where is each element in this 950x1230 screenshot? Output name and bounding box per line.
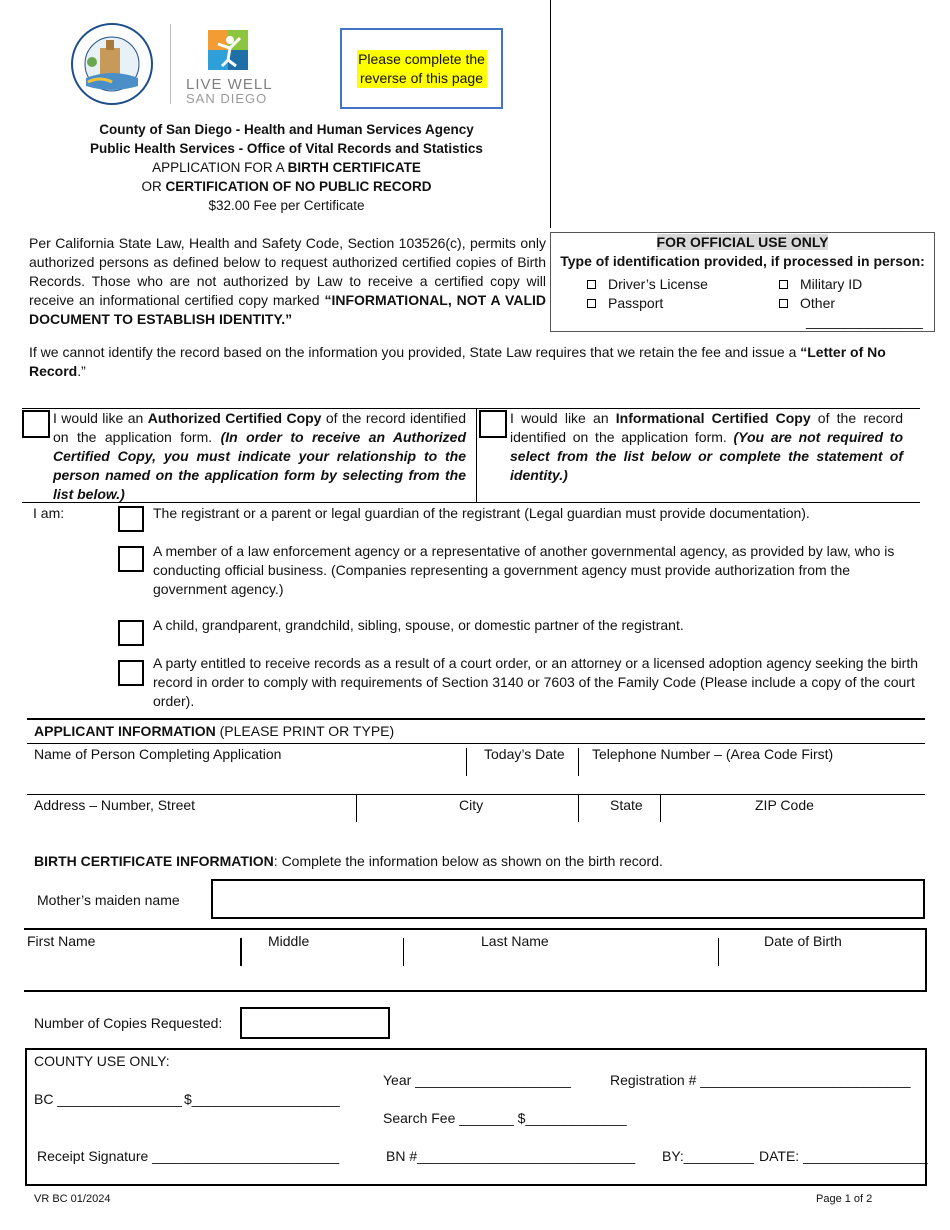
checkbox-icon [779,299,788,308]
field-divider [403,938,404,966]
copies-requested-input[interactable] [240,1007,390,1039]
telephone-input[interactable] [582,764,922,778]
checkbox-icon [779,280,788,289]
mothers-maiden-label: Mother’s maiden name [37,892,180,908]
county-use-title: COUNTY USE ONLY: [34,1053,170,1069]
official-use-box [550,232,935,332]
header-line-3: APPLICATION FOR A BIRTH CERTIFICATE [152,160,421,175]
address-top-border [27,794,925,795]
applicant-top-border [27,718,925,720]
id-option-passport[interactable]: Passport [587,295,663,311]
middle-name-input[interactable] [246,954,398,986]
applicant-title: APPLICANT INFORMATION (PLEASE PRINT OR TYPE) [34,723,395,739]
applicant-name-input[interactable] [30,764,460,778]
county-by-field: BY:_________ [662,1148,754,1164]
state-input[interactable] [582,814,656,826]
id-option-drivers-license[interactable]: Driver’s License [587,276,708,292]
logo-divider [170,24,171,104]
telephone-label: Telephone Number – (Area Code First) [592,746,834,762]
live-well-logo [186,30,286,105]
dob-label: Date of Birth [764,933,842,949]
last-name-input[interactable] [408,954,713,986]
i-am-relative-checkbox[interactable] [118,620,144,646]
i-am-label: I am: [33,505,65,521]
authorized-copy-checkbox[interactable] [22,410,50,438]
no-record-paragraph: If we cannot identify the record based on the information you provided, State Law requires that we retain the fee and issue a “Letter of No Record.” [29,344,886,379]
i-am-relative-text: A child, grandparent, grandchild, sibling, spouse, or domestic partner of the registrant. [153,617,684,633]
county-dollar-field: $___________________ [184,1091,340,1107]
todays-date-input[interactable] [470,764,574,778]
i-am-law-enforcement-checkbox[interactable] [118,546,144,572]
birth-info-title: BIRTH CERTIFICATE INFORMATION: Complete the information below as shown on the birth record. [34,853,663,869]
address-input[interactable] [30,814,352,826]
zip-label: ZIP Code [755,797,814,813]
header-line-2: Public Health Services - Office of Vital Records and Statistics [90,141,483,156]
applicant-name-label: Name of Person Completing Application [34,746,282,762]
i-am-registrant-text: The registrant or a parent or legal guardian of the registrant (Legal guardian must provide documentation). [153,505,810,521]
city-label: City [459,797,484,813]
field-divider [240,938,242,966]
field-divider [718,938,719,966]
city-input[interactable] [360,814,574,826]
county-date-field: DATE: ________________ [759,1148,928,1164]
form-id: VR BC 01/2024 [34,1193,111,1205]
county-bn-field: BN #____________________________ [386,1148,636,1164]
reverse-notice-box [340,28,503,109]
i-am-court-order-checkbox[interactable] [118,660,144,686]
reverse-notice-text: Please complete the reverse of this page [358,50,485,86]
county-receipt-signature-field: Receipt Signature ________________________ [37,1148,340,1164]
informational-copy-checkbox[interactable] [479,410,507,438]
field-divider [356,794,357,822]
copies-requested-label: Number of Copies Requested: [34,1015,223,1031]
authorized-copy-text: I would like an Authorized Certified Copy of the record identified on the application form. (In order to receive an Authorized Certified Copy, you must indicate your relationship to the person named on the application form by selecting from the list below.) [53,410,467,502]
header-line-4: OR CERTIFICATION OF NO PUBLIC RECORD [141,179,432,194]
checkbox-icon [587,299,596,308]
id-option-other[interactable]: Other [779,295,835,311]
field-divider [466,748,467,776]
county-year-field: Year ____________________ [383,1072,571,1088]
mothers-maiden-input[interactable] [211,879,925,919]
applicant-title-underline [27,743,925,744]
header-fee: $32.00 Fee per Certificate [208,198,365,213]
field-divider [660,794,661,822]
id-other-line: _______________ [806,313,923,329]
last-name-label: Last Name [481,933,549,949]
form-header [0,120,573,215]
i-am-court-order-text: A party entitled to receive records as a result of a court order, or an attorney or a licensed adoption agency seeking the birth record in order to comply with requirements of Section 3140 or 7603 of the Family Code (Please include a copy of the court order). [153,655,918,709]
county-search-fee-field: Search Fee _______ $_____________ [383,1110,627,1126]
field-divider [578,748,579,776]
middle-name-label: Middle [268,933,310,949]
county-seal-logo [70,22,154,106]
san-diego-text: SAN DIEGO [186,91,268,106]
page-number: Page 1 of 2 [816,1193,873,1205]
field-divider [578,794,579,822]
id-option-military[interactable]: Military ID [779,276,862,292]
state-label: State [610,797,643,813]
todays-date-label: Today’s Date [484,746,565,762]
county-registration-field: Registration # ___________________________ [610,1072,911,1088]
checkbox-icon [587,280,596,289]
copy-type-divider [476,408,477,502]
dob-input[interactable] [724,954,922,986]
first-name-input[interactable] [26,954,236,986]
first-name-label: First Name [27,933,96,949]
zip-input[interactable] [664,814,922,826]
law-paragraph: Per California State Law, Health and Safety Code, Section 103526(c), permits only authorized persons as defined below to request authorized certified copies of Birth Records. Those who are not authorized by Law to receive a certified copy will receive an informational certified copy marked “INFORMATIONAL, NOT A VALID DOCUMENT TO ESTABLISH IDENTITY.” [29,235,546,327]
header-line-1: County of San Diego - Health and Human Services Agency [99,122,474,137]
county-bc-field: BC ________________ [34,1091,182,1107]
address-label: Address – Number, Street [34,797,196,813]
live-well-text: LIVE WELL [186,76,273,93]
official-use-subtitle: Type of identification provided, if processed in person: [560,253,925,269]
i-am-law-enforcement-text: A member of a law enforcement agency or a representative of another governmental agency, as provided by law, who is conducting official business. (Companies representing a government agency must provide authorization from the government agency.) [153,543,895,597]
informational-copy-text: I would like an Informational Certified Copy of the record identified on the application form. (You are not required to select from the list below or complete the statement of identity.) [510,410,903,483]
official-use-title: FOR OFFICIAL USE ONLY [656,234,829,250]
i-am-registrant-checkbox[interactable] [118,506,144,532]
